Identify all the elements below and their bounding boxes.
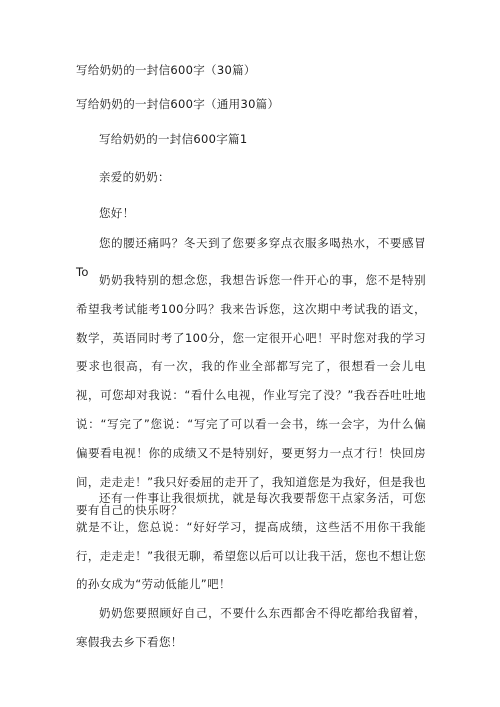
paragraph-3: 还有一件事让我很烦扰，就是每次我要帮您干点家务活，可您就是不让，您总说：“好好学习，提高成绩，这些活不用你干我能行，走走走！”我很无聊，希望您以后可以让我干活，您也不想让您的孙女成为“劳动低能儿”吧！ <box>76 491 426 592</box>
salutation: 亲爱的奶奶： <box>99 170 170 184</box>
paragraph-1: 您的腰还痛吗？冬天到了您要多穿点衣服多喝热水，不要感冒To <box>76 236 426 279</box>
paragraph-2: 奶奶我特别的想念您，我想告诉您一件开心的事，您不是特别希望我考试能考100分吗？我来告诉您，这次期中考试我的语文，数学，英语同时考了100分，您一定很开心吧！平时您对我的学习要求也很高，有一次，我的作业全部都写完了，很想看一会儿电视，可您却对我说：“看什么电视，作业写完了没？”我吞吞吐吐地说：“写完了”您说：“写完了可以看一会书，练一会字，为什么偏偏要看电视！你的成绩又不是特别好，要更努力一点才行！快回房间，走走走！”我只好委屈的走开了，我知道您是为我好，但是我也要有自己的快乐呀？ <box>76 273 426 518</box>
document-subtitle: 写给奶奶的一封信600字（通用30篇） <box>76 97 280 111</box>
paragraph-4: 奶奶您要照顾好自己，不要什么东西都舍不得吃都给我留着，寒假我去乡下看您！ <box>76 606 426 649</box>
greeting: 您好！ <box>99 206 135 220</box>
section-heading: 写给奶奶的一封信600字篇1 <box>99 132 248 146</box>
document-title: 写给奶奶的一封信600字（30篇） <box>76 63 256 77</box>
